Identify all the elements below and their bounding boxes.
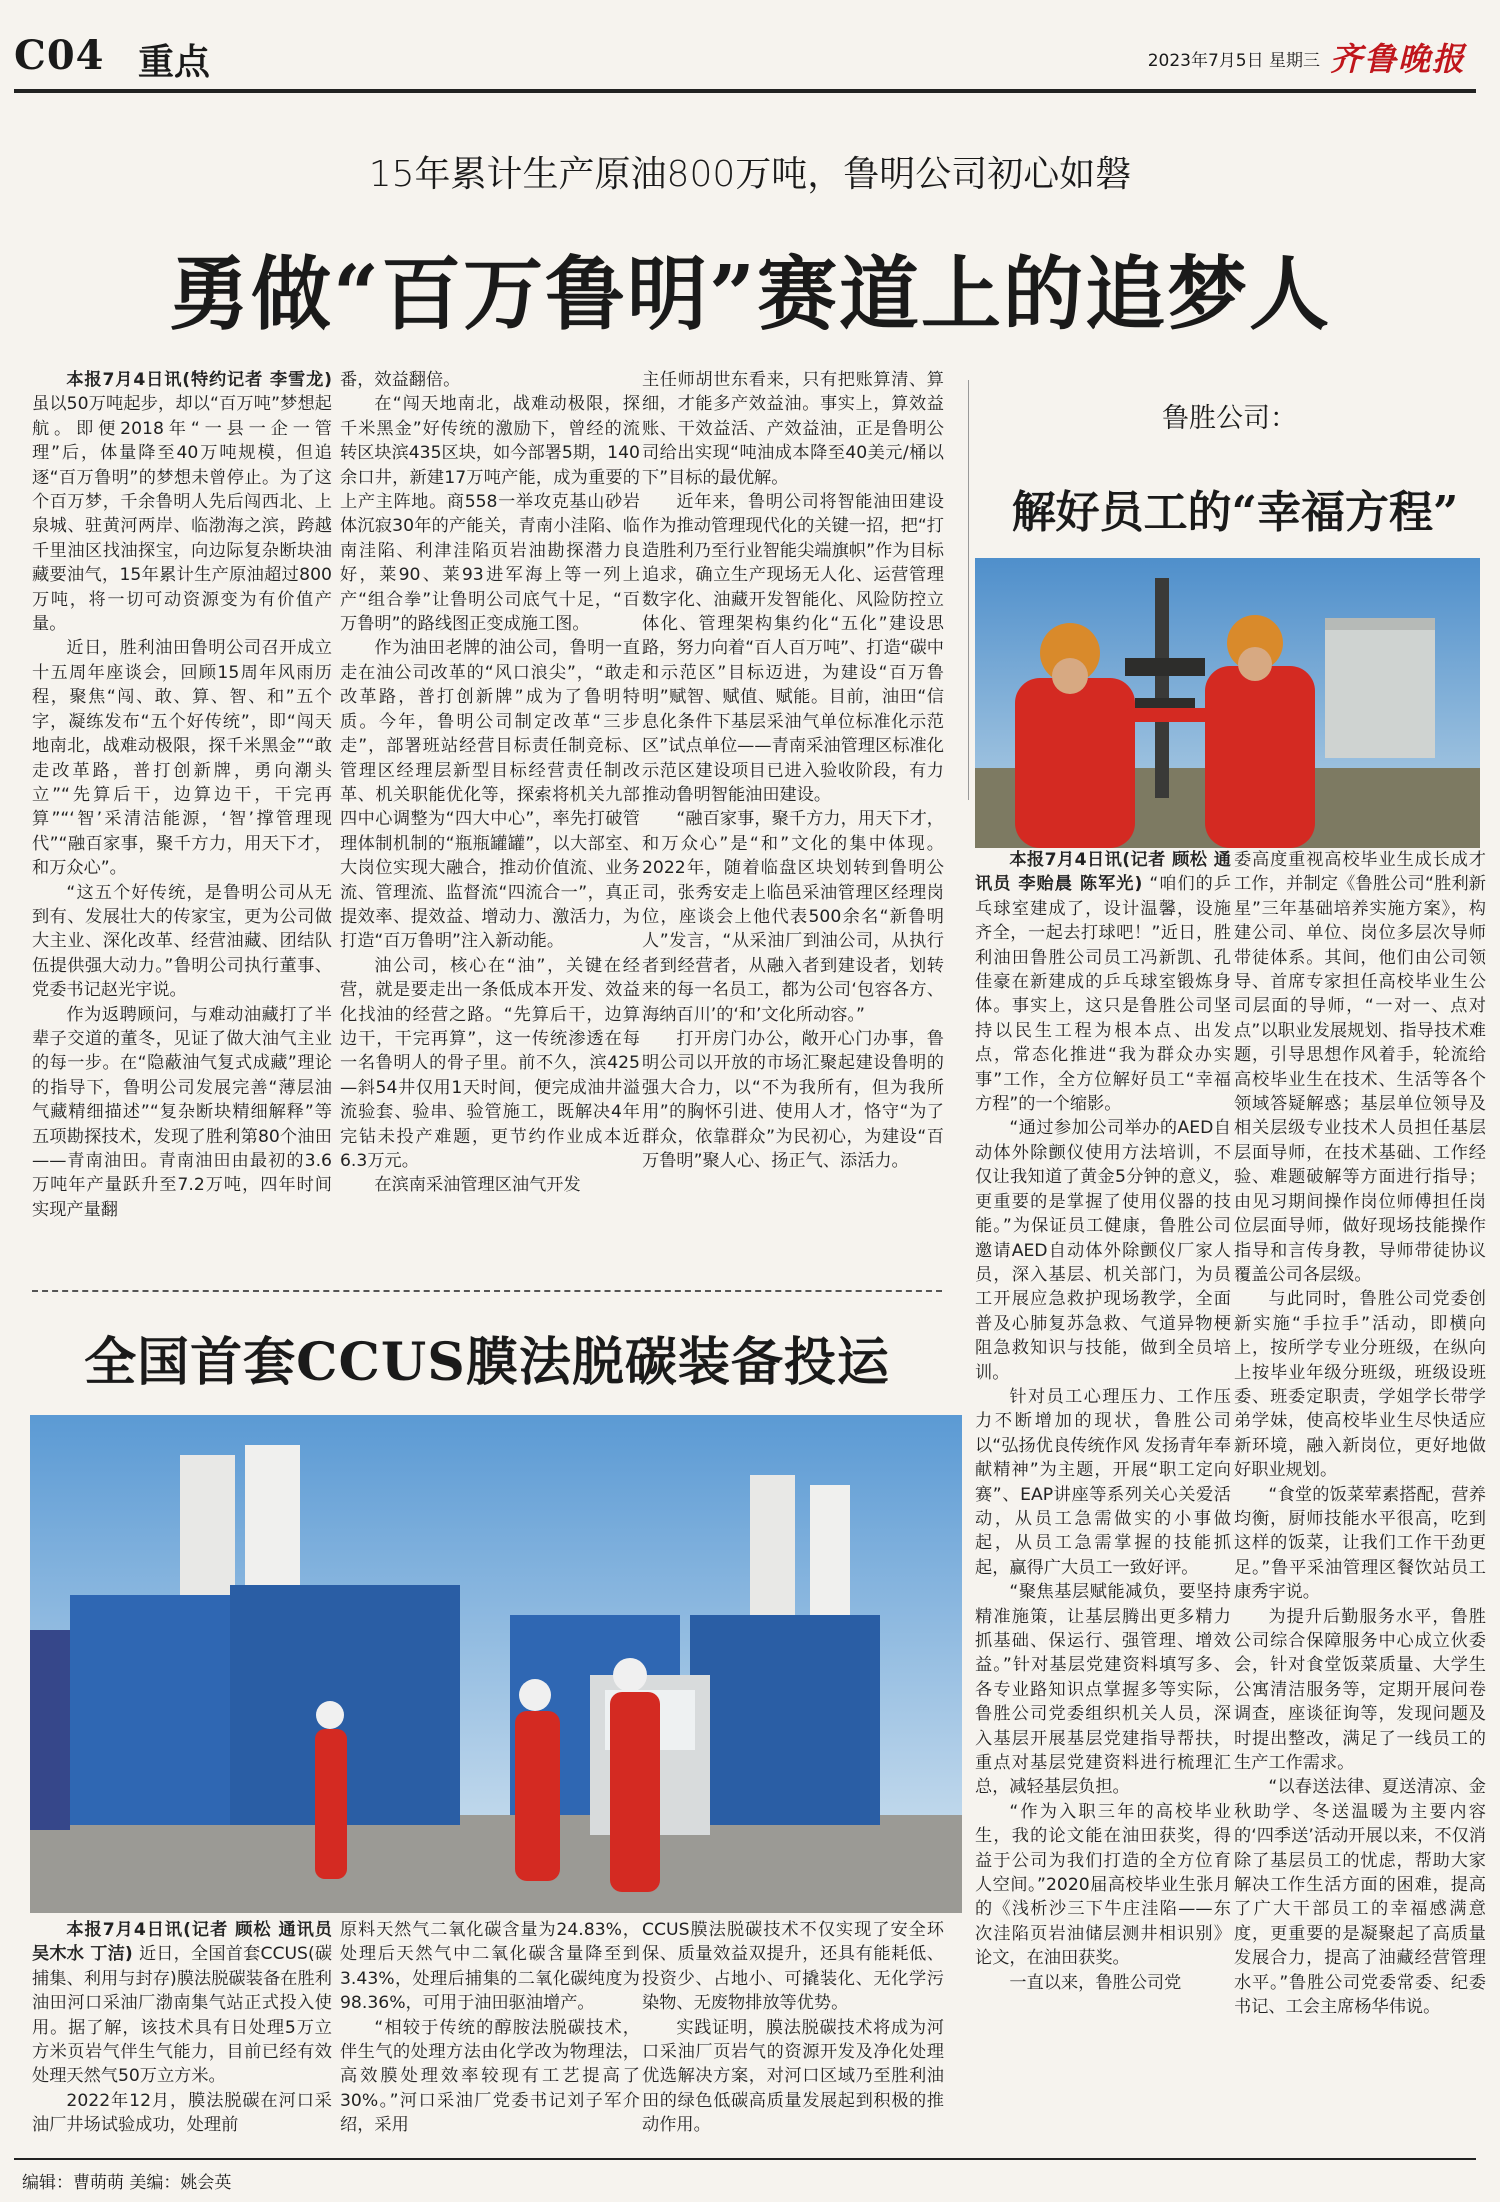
section-divider [32, 1290, 942, 1292]
dateline: 本报7月4日讯(特约记者 李雪龙) [66, 370, 332, 390]
article-paragraph: 打开房门办公，敞开心门办事，鲁明公司以开放的市场汇聚起建设鲁明的强大合力，以“不为我所有，但为我所用”的胸怀引进、使用人才，恪守“为了群众，依靠群众”为民初心，为建设“百万鲁明”聚人心、扬正气、添活力。 [642, 1028, 944, 1171]
ccus-headline: 全国首套CCUS膜法脱碳装备投运 [84, 1332, 890, 1393]
dateline: 本报7月4日讯(记者 顾松 通讯员 李贻晨 陈军光) [975, 850, 1231, 895]
article-paragraph: 原料天然气二氧化碳含量为24.83%，处理后天然气中二氧化碳含量降至到3.43%，处理后捕集的二氧化碳纯度为98.36%，可用于油田驱油增产。 [340, 1920, 640, 2014]
article-paragraph: 在滨南采油管理区油气开发 [374, 1175, 581, 1196]
side-kicker: 鲁胜公司： [1162, 403, 1297, 434]
article-paragraph: 本报7月4日讯(特约记者 李雪龙) 虽以50万吨起步，却以“百万吨”梦想起航。即便2018年“一县一企一管理”后，体量降至40万吨规模，但追逐“百万鲁明”的梦想未曾停止。为了这个百万梦，千余鲁明人先后闯西北、上泉城、驻黄河两岸、临渤海之滨，跨越千里油区找油探宝，向边际复杂断块油藏要油气，15年累计生产原油超过800万吨，将一切可动资源变为有价值产量。 [32, 370, 332, 635]
article-paragraph: 针对员工心理压力、工作压力不断增加的现状，鲁胜公司以“弘扬优良传统作风 发扬青年奉献精神”为主题，开展“职工定向赛”、EAP讲座等系列关心关爱活动，从员工急需做实的小事做起，从员工急需掌握的技能抓起，赢得广大员工一致好评。 [975, 1386, 1231, 1578]
article-paragraph: 实践证明，膜法脱碳技术将成为河口采油厂页岩气的资源开发及净化处理优选解决方案，对河口区域乃至胜利油田的绿色低碳高质量发展起到积极的推动作用。 [642, 2017, 944, 2136]
side-column-2 [1234, 848, 1486, 2148]
article-paragraph: “这五个好传统，是鲁明公司从无到有、发展壮大的传家宝，更为公司做大主业、深化改革、经营油藏、团结队伍提供强大动力。”鲁明公司执行董事、党委书记赵光宇说。 [32, 882, 332, 1001]
article-paragraph: “融百家事，聚千方力，用天下才，和万众心”是“和”文化的集中体现。2022年，随着临盘区块划转到鲁明公司，张秀安走上临邑采油管理区经理岗位，座谈会上他代表500余名“新鲁明人”发言，“从采油厂到油公司，从执行者到经营者，从融入者到建设者，划转来的每一名员工，都为公司‘包容各方、海纳百川’的‘和’文化所动容。” [642, 809, 944, 1025]
article-paragraph: 油公司，核心在“油”，关键在经营，就是要走出一条低成本开发、效益化找油的经营之路。“先算后干，边算边干，干完再算”，这一传统渗透在每一名鲁明人的骨子里。前不久，滨425—斜54井仅用1天时间，便完成油井溢流验套、验串、验管施工，既解决4年完钻未投产难题，更节约作业成本近6.3万元。 [340, 955, 640, 1171]
article-paragraph: 一直以来，鲁胜公司党 [1009, 1972, 1182, 1993]
feature-column-3 [642, 368, 944, 1278]
article-paragraph: “通过参加公司举办的AED自动体外除颤仪使用方法培训，不仅让我知道了黄金5分钟的意义，更重要的是掌握了使用仪器的技能。”为保证员工健康，鲁胜公司邀请AED自动体外除颤仪厂家人员，深入基层、机关部门，为员工开展应急救护现场教学，全面普及心肺复苏急救、气道异物梗阻急救知识与技能，做到全员培训。 [975, 1118, 1231, 1383]
article-paragraph: “相较于传统的醇胺法脱碳技术，伴生气的处理方法由化学改为物理法，高效膜处理效率较现有工艺提高了30%。”河口采油厂党委书记刘子军介绍，采用 [340, 2017, 640, 2136]
column-divider [968, 380, 969, 800]
photo-oil-workers-image [975, 558, 1480, 848]
issue-date: 2023年7月5日 星期三 [1147, 51, 1320, 71]
article-paragraph: “作为入职三年的高校毕业生，我的论文能在油田获奖，得益于公司为我们打造的全方位育人空间。”2020届高校毕业生张月的《浅析沙三下牛庄洼陷——东次洼陷页岩油储层测井相识别》论文，在油田获奖。 [975, 1801, 1231, 1969]
page-code: C04 [14, 32, 105, 79]
feature-headline: 勇做“百万鲁明”赛道上的追梦人 [168, 247, 1332, 341]
photo-ccus-equipment [30, 1415, 962, 1913]
newspaper-masthead: 齐鲁晚报 [1329, 40, 1466, 78]
dateline: 本报7月4日讯(记者 顾松 通讯员 吴木水 丁洁) [32, 1920, 332, 1965]
article-paragraph: 与此同时，鲁胜公司党委创新实施“手拉手”活动，即横向上，按所学专业分班级，在纵向上按毕业年级分班级，班级设班委、班委定职责，学姐学长带学弟学妹，使高校毕业生尽快适应新环境，融入新岗位，更好地做好职业规划。 [1234, 1289, 1486, 1481]
page-header [0, 0, 1500, 83]
ccus-column-2 [340, 1918, 640, 2154]
article-paragraph: 为提升后勤服务水平，鲁胜公司综合保障服务中心成立伙委会，针对食堂饭菜质量、大学生公寓清洁服务等，定期开展问卷调查，座谈征询等，发现问题及时提出整改，满足了一线员工的生产工作需求。 [1234, 1606, 1486, 1774]
editor-credit: 编辑：曹萌萌 美编：姚会英 [22, 2173, 232, 2193]
photo-oil-workers [975, 558, 1480, 848]
article-paragraph: 委高度重视高校毕业生成长成才工作，并制定《鲁胜公司“胜利新星”三年基础培养实施方案》，构建公司、单位、岗位多层次导师带徒体系。其间，他们由公司领导、首席专家担任高校毕业生公司层面的导师，“一对一、点对点”以职业发展规划、指导技术难题，引导思想作风着手，轮流给高校毕业生在技术、生活等各个领域答疑解惑；基层单位领导及相关层级专业技术人员担任基层层面导师，在技术基础、工作经验、难题破解等方面进行指导；由见习期间操作岗位师傅担任岗位层面导师，做好现场技能操作指导和言传身教，导师带徒协议覆盖公司各层级。 [1234, 850, 1486, 1285]
article-paragraph: 本报7月4日讯(记者 顾松 通讯员 吴木水 丁洁) 近日，全国首套CCUS(碳捕集、利用与封存)膜法脱碳装备在胜利油田河口采油厂渤南集气站正式投入使用。据了解，该技术具有日处理5万立方米页岩气伴生气能力，目前已经有效处理天然气50万立方米。 [32, 1920, 332, 2087]
article-paragraph: 近日，胜利油田鲁明公司召开成立十五周年座谈会，回顾15周年风雨历程，聚焦“闯、敢、算、智、和”五个字，凝练发布“五个好传统”，即“闯天地南北，战难动极限，探千米黑金”“敢走改革路，普打创新牌，勇向潮头立”“先算后干，边算边干，干完再算”“‘智’采清洁能源，‘智’撑管理现代”“融百家事，聚千方力，用天下才，和万众心”。 [32, 638, 332, 879]
ccus-column-1 [32, 1918, 332, 2154]
side-column-1 [975, 848, 1231, 2148]
article-paragraph: 在“闯天地南北，战难动极限，探千米黑金”好传统的激励下，曾经的流转区块滨435区块，如今部署5期，140余口井，新建17万吨产能，成为重要的上产主阵地。商558一举攻克基山砂岩体沉寂30年的产能关，青南小洼陷、临南洼陷、利津洼陷页岩油勘探潜力良好，莱90、莱93进军海上等一列上产“组合拳”让鲁明公司底气十足，“百万鲁明”的路线图正变成施工图。 [340, 394, 640, 635]
article-paragraph: 番，效益翻倍。 [340, 370, 461, 390]
header-rule [14, 89, 1476, 93]
article-paragraph: 近年来，鲁明公司将智能油田建设作为推动管理现代化的关键一招，把“打造胜利乃至行业智能尖端旗帜”作为目标追求，确立生产现场无人化、运营管理数字化、油藏开发智能化、风险防控立体化、管理架构集约化“五化”建设思路，努力向着“百人百万吨”、打造“碳中和示范区”目标迈进，为建设“百万鲁明”赋智、赋值、赋能。目前，油田“信息化条件下基层采油气单位标准化示范区”试点单位——青南采油管理区标准化示范区建设项目已进入验收阶段，有力推动鲁明智能油田建设。 [642, 492, 944, 805]
side-headline: 解好员工的“幸福方程” [1011, 487, 1459, 538]
article-paragraph: 本报7月4日讯(记者 顾松 通讯员 李贻晨 陈军光) “咱们的乒乓球室建成了，设计温馨，设施齐全，一起去打球吧！”近日，胜利油田鲁胜公司员工冯新凯、孔佳豪在新建成的乒乓球室锻炼身体。事实上，这只是鲁胜公司坚持以民生工程为根本点、出发点，常态化推进“我为群众办实事”工作，全方位解好员工“幸福方程”的一个缩影。 [975, 850, 1231, 1115]
article-paragraph: “食堂的饭菜荤素搭配，营养均衡，厨师技能水平很高，吃到这样的饭菜，让我们工作干劲更足。”鲁平采油管理区餐饮站员工康秀宇说。 [1234, 1484, 1486, 1603]
footer-rule [14, 2158, 1476, 2160]
feature-column-2 [340, 368, 640, 1278]
feature-column-1 [32, 368, 332, 1278]
article-paragraph: 2022年12月，膜法脱碳在河口采油厂井场试验成功，处理前 [32, 2090, 332, 2136]
article-paragraph: 作为返聘顾问，与难动油藏打了半辈子交道的董冬，见证了做大油气主业的每一步。在“隐蔽油气复式成藏”理论的指导下，鲁明公司发展完善“薄层油气藏精细描述”“复杂断块精细解释”等五项勘探技术，发现了胜利第80个油田——青南油田。青南油田由最初的3.6万吨年产量跃升至7.2万吨，四年时间实现产量翻 [32, 1004, 332, 1220]
photo-ccus-equipment-image [30, 1415, 962, 1913]
feature-subtitle: 15年累计生产原油800万吨，鲁明公司初心如磐 [368, 154, 1132, 195]
article-paragraph: CCUS膜法脱碳技术不仅实现了安全环保、质量效益双提升，还具有能耗低、投资少、占地小、可撬装化、无化学污染物、无废物排放等优势。 [642, 1920, 944, 2014]
article-paragraph: 主任师胡世东看来，只有把账算清、算细，才能多产效益油。事实上，算效益账、干效益活、产效益油，正是鲁明公司给出实现“吨油成本降至40美元/桶以下”目标的最优解。 [642, 370, 944, 488]
article-paragraph: “聚焦基层赋能减负，要坚持精准施策，让基层腾出更多精力抓基础、保运行、强管理、增效益。”针对基层党建资料填写多、各专业路知识点掌握多等实际，鲁胜公司党委组织机关人员，深入基层开展基层党建指导帮扶，重点对基层党建资料进行梳理汇总，减轻基层负担。 [975, 1582, 1231, 1798]
ccus-column-3 [642, 1918, 944, 2154]
article-paragraph: “以春送法律、夏送清凉、金秋助学、冬送温暖为主要内容的‘四季送’活动开展以来，不仅消除了基层员工的忧虑，帮助大家解决工作生活方面的困难，提高了广大干部员工的幸福感满意度，更重要的是凝聚起了高质量发展合力，提高了油藏经营管理水平。”鲁胜公司党委常委、纪委书记、工会主席杨华伟说。 [1234, 1777, 1486, 2018]
article-paragraph: 作为油田老牌的油公司，鲁明一直走在油公司改革的“风口浪尖”，“敢走改革路，普打创新牌”成为了鲁明特质。今年，鲁明公司制定改革“三步走”，部署班站经营目标责任制竞标、管理区经理层新型目标经营责任制改革、机关职能优化等，探索将机关九部四中心调整为“四大中心”，率先打破管理体制机制的“瓶瓶罐罐”，以大部室、大岗位实现大融合，推动价值流、业务流、管理流、监督流“四流合一”，真正提效率、提效益、增动力、激活力，为打造“百万鲁明”注入新动能。 [340, 638, 640, 952]
section-name: 重点 [138, 41, 211, 83]
